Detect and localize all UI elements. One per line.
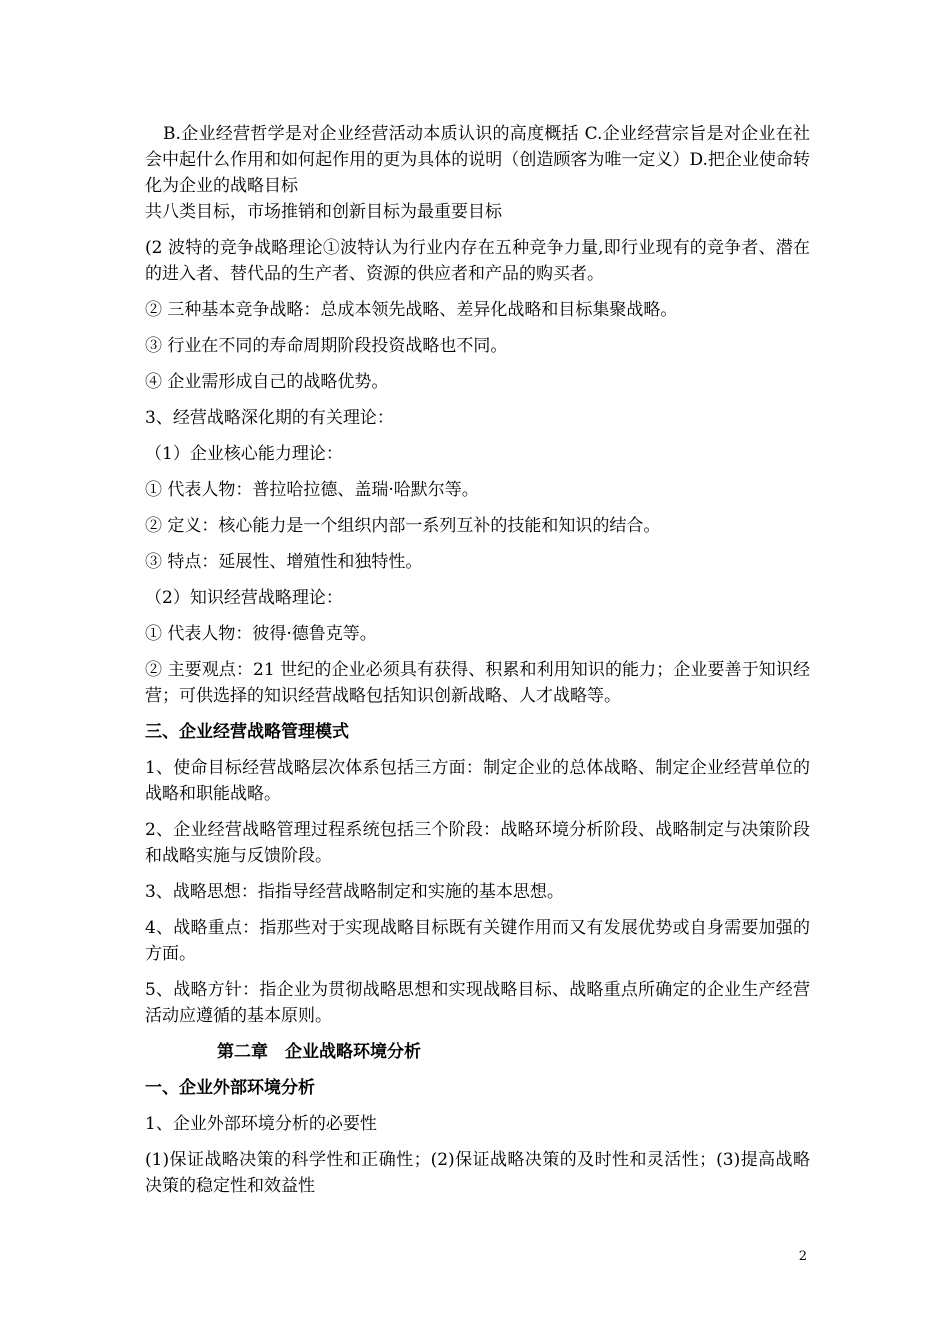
paragraph-eight-goals: 共八类目标，市场推销和创新目标为最重要目标 (145, 202, 502, 222)
paragraph-management-process: 2、企业经营战略管理过程系统包括三个阶段：战略环境分析阶段、战略制定与决策阶段和战略实施与反馈阶段。 (145, 820, 810, 866)
paragraph-strategic-policy: 5、战略方针：指企业为贯彻战略思想和实现战略目标、战略重点所确定的企业生产经营活动应遵循的基本原则。 (145, 980, 810, 1026)
paragraph-core-definition: ② 定义：核心能力是一个组织内部一系列互补的技能和知识的结合。 (145, 516, 661, 536)
paragraph-knowledge-representatives: ① 代表人物：彼得·德鲁克等。 (145, 624, 377, 644)
paragraph-knowledge-title: （2）知识经营战略理论： (145, 588, 343, 608)
chapter-title: 第二章 企业战略环境分析 (217, 1042, 421, 1062)
paragraph-core-representatives: ① 代表人物：普拉哈拉德、盖瑞·哈默尔等。 (145, 480, 479, 500)
section-heading-management-mode: 三、企业经营战略管理模式 (145, 722, 349, 742)
paragraph-knowledge-views: ② 主要观点：21 世纪的企业必须具有获得、积累和利用知识的能力；企业要善于知识经营；可供选择的知识经营战略包括知识创新战略、人才战略等。 (145, 660, 810, 706)
paragraph-necessity-points: (1)保证战略决策的科学性和正确性；(2)保证战略决策的及时性和灵活性；(3)提高战略决策的稳定性和效益性 (145, 1150, 810, 1196)
paragraph-analysis-necessity: 1、企业外部环境分析的必要性 (145, 1114, 377, 1134)
paragraph-lifecycle: ③ 行业在不同的寿命周期阶段投资战略也不同。 (145, 336, 508, 356)
paragraph-strategic-thought: 3、战略思想：指指导经营战略制定和实施的基本思想。 (145, 882, 564, 902)
paragraph-mission-notes: B.企业经营哲学是对企业经营活动本质认识的高度概括 C.企业经营宗旨是对企业在社会中起什么作用和如何起作用的更为具体的说明（创造顾客为唯一定义）D.把企业使命转化为企业的战略目标 (145, 124, 810, 196)
paragraph-advantage: ④ 企业需形成自己的战略优势。 (145, 372, 389, 392)
paragraph-core-competence-title: （1）企业核心能力理论： (145, 444, 343, 464)
paragraph-mission-hierarchy: 1、使命目标经营战略层次体系包括三方面：制定企业的总体战略、制定企业经营单位的战略和职能战略。 (145, 758, 810, 804)
paragraph-core-features: ③ 特点：延展性、增殖性和独特性。 (145, 552, 423, 572)
paragraph-strategic-focus: 4、战略重点：指那些对于实现战略目标既有关键作用而又有发展优势或自身需要加强的方面。 (145, 918, 810, 964)
page-number: 2 (798, 1249, 807, 1264)
document-body (145, 121, 810, 1209)
section-heading-external-environment: 一、企业外部环境分析 (145, 1078, 315, 1098)
paragraph-deepening-theories: 3、经营战略深化期的有关理论： (145, 408, 394, 428)
paragraph-porter-theory: (2 波特的竞争战略理论①波特认为行业内存在五种竞争力量,即行业现有的竞争者、潜在的进入者、替代品的生产者、资源的供应者和产品的购买者。 (145, 238, 810, 284)
paragraph-three-strategies: ② 三种基本竞争战略：总成本领先战略、差异化战略和目标集聚战略。 (145, 300, 678, 320)
